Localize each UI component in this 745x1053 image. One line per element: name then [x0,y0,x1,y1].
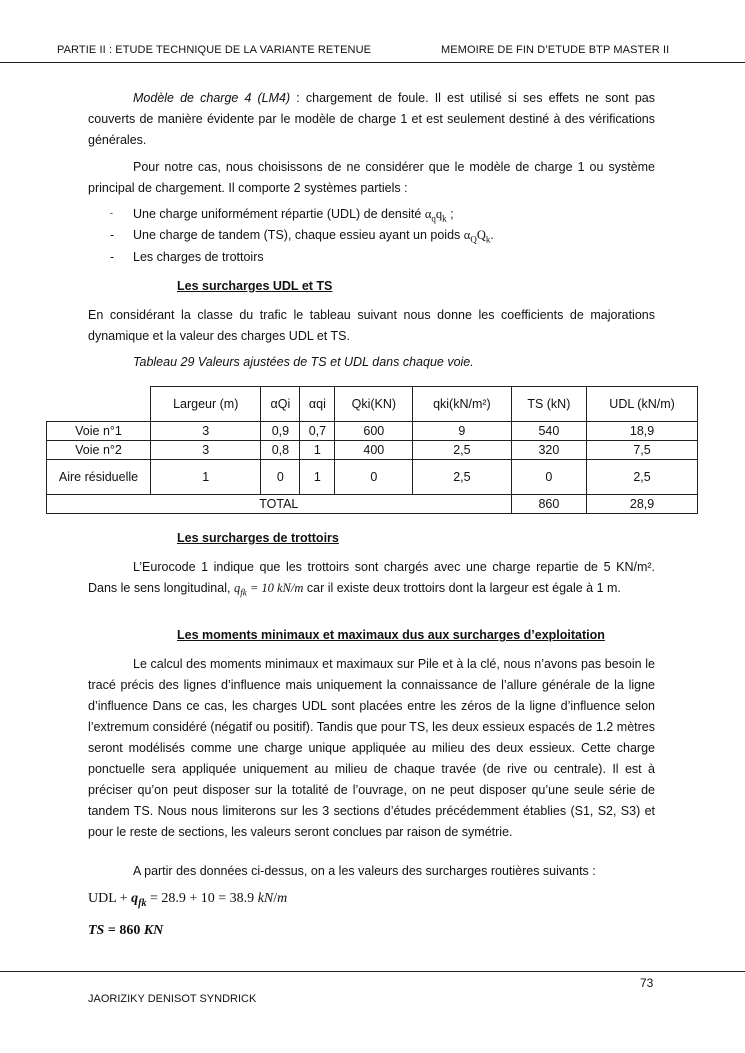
table-cell: 7,5 [587,441,698,460]
table-caption: Tableau 29 Valeurs ajustées de TS et UDL dans chaque voie. [133,355,474,369]
udl-ts-paragraph: En considérant la classe du trafic le tableau suivant nous donne les coefficients de majorations dynamique et la valeur des charges UDL et TS. [88,308,655,343]
bullet-marker: - [110,250,115,264]
lm4-paragraph [88,88,655,151]
row-label: Voie n°1 [47,422,151,441]
table-cell: 400 [335,441,413,460]
row-label: Aire résiduelle [47,460,151,495]
row-label: Voie n°2 [47,441,151,460]
table-cell: 3 [151,441,261,460]
header-rule [0,62,745,63]
formula-ts: TS = 860 KN [88,923,164,938]
trottoirs-text-a: L’Eurocode 1 indique que les trottoirs sont chargés avec une charge repartie de 5 KN/m². Dans le sens longitudinal, [88,560,655,595]
bullet-text: Une charge uniformément répartie (UDL) de densité [133,207,425,221]
total-udl: 28,9 [587,495,698,514]
table-header: αQi [261,387,300,422]
summary-paragraph: A partir des données ci-dessus, on a les valeurs des surcharges routières suivants : [133,864,596,878]
footer-rule [0,971,745,972]
table-cell: 1 [300,460,335,495]
table-header: αqi [300,387,335,422]
table-cell: 600 [335,422,413,441]
table-cell: 2,5 [413,460,511,495]
table-cell: 18,9 [587,422,698,441]
heading-moments: Les moments minimaux et maximaux dus aux surcharges d’exploitation [177,628,605,642]
table-total-row [47,495,698,514]
total-label: TOTAL [47,495,512,514]
table-header: TS (kN) [511,387,587,422]
table-header: Qki(KN) [335,387,413,422]
table-cell: 320 [511,441,587,460]
bullet-item: Les charges de trottoirs [133,250,264,264]
table-cell: 0,7 [300,422,335,441]
table-header: UDL (kN/m) [587,387,698,422]
table-corner [47,387,151,422]
table-cell: 2,5 [587,460,698,495]
formula-udl: UDL + $q_{fk} = 28.9 + 10 = 38.9$ kN/m [88,891,288,909]
bullet-marker: - [110,208,113,218]
table-cell: 0,8 [261,441,300,460]
bullet-math: $\alpha_QQ_k$ [463,228,491,245]
table-cell: 9 [413,422,511,441]
heading-trottoirs: Les surcharges de trottoirs [177,531,339,545]
table-cell: 1 [151,460,261,495]
bullet-marker: - [110,228,115,242]
table-cell: 540 [511,422,587,441]
trottoirs-text-b: car il existe deux trottoirs dont la largeur est égale à 1 m. [303,581,621,595]
table-header-row [47,387,698,422]
bullet-item [133,207,454,224]
table-cell: 0 [335,460,413,495]
trottoirs-paragraph [88,557,655,604]
table-cell: 0 [511,460,587,495]
bullet-math: $\alpha_qq_k$ [424,207,447,224]
heading-udl-ts: Les surcharges UDL et TS [177,279,333,293]
header-right: MEMOIRE DE FIN D’ETUDE BTP MASTER II [441,44,670,56]
page-number: 73 [640,976,654,990]
bullet-tail: . [490,228,494,242]
bullet-text: Une charge de tandem (TS), chaque essieu ayant un poids [133,228,464,242]
bullet-item [133,228,494,245]
lm4-text: : chargement de foule. Il est utilisé si ses effets ne sont pas couverts de manière évidente par le modèle de charge 1 et est seulement destiné à des vérifications générales. [88,91,655,147]
total-ts: 860 [511,495,587,514]
moments-paragraph: Le calcul des moments minimaux et maximaux sur Pile et à la clé, nous n’avons pas besoin le tracé précis des lignes d’influence mais uniquement la connaissance de l’allure générale de la ligne d’influence Dans ce cas, les charges UDL sont placées entre les zéros de la ligne d’influence selon l’extremum considéré (négatif ou positif). Tandis que pour TS, les deux essieux espacés de 1.2 mètres seront modélisés comme une charge unique appliquée au milieu des deux essieux. Cette charge ponctuelle sera appliquée uniquement au milieu de chaque travée (de rive ou centrale). Il est à préciser qu’on peut disposer sur la totalité de l’ouvrage, on ne peut disposer qu’une seule série de tandem TS. Nous nous limiterons sur les 3 sections d’études précédemment établies (S1, S2, S3) et pour le reste de sections, les valeurs seront conclues par raison de symétrie. [88,657,655,839]
table-cell: 0,9 [261,422,300,441]
table-cell: 2,5 [413,441,511,460]
header-left: PARTIE II : ETUDE TECHNIQUE DE LA VARIANTE RETENUE [57,44,372,56]
table-row [47,422,698,441]
table-cell: 0 [261,460,300,495]
table-row [47,441,698,460]
table-header: qki(kN/m²) [413,387,511,422]
loads-table [46,386,698,514]
table-cell: 1 [300,441,335,460]
table-header: Largeur (m) [151,387,261,422]
table-row [47,460,698,495]
trottoirs-math: $q_{fk} = 10$ kN/m [233,581,304,598]
bullet-tail: ; [446,207,454,221]
lm4-title: Modèle de charge 4 (LM4) [133,91,291,105]
choice-paragraph: Pour notre cas, nous choisissons de ne considérer que le modèle de charge 1 ou système principal de chargement. Il comporte 2 systèmes partiels : [88,160,655,195]
footer-author: JAORIZIKY DENISOT SYNDRICK [88,993,257,1005]
table-cell: 3 [151,422,261,441]
